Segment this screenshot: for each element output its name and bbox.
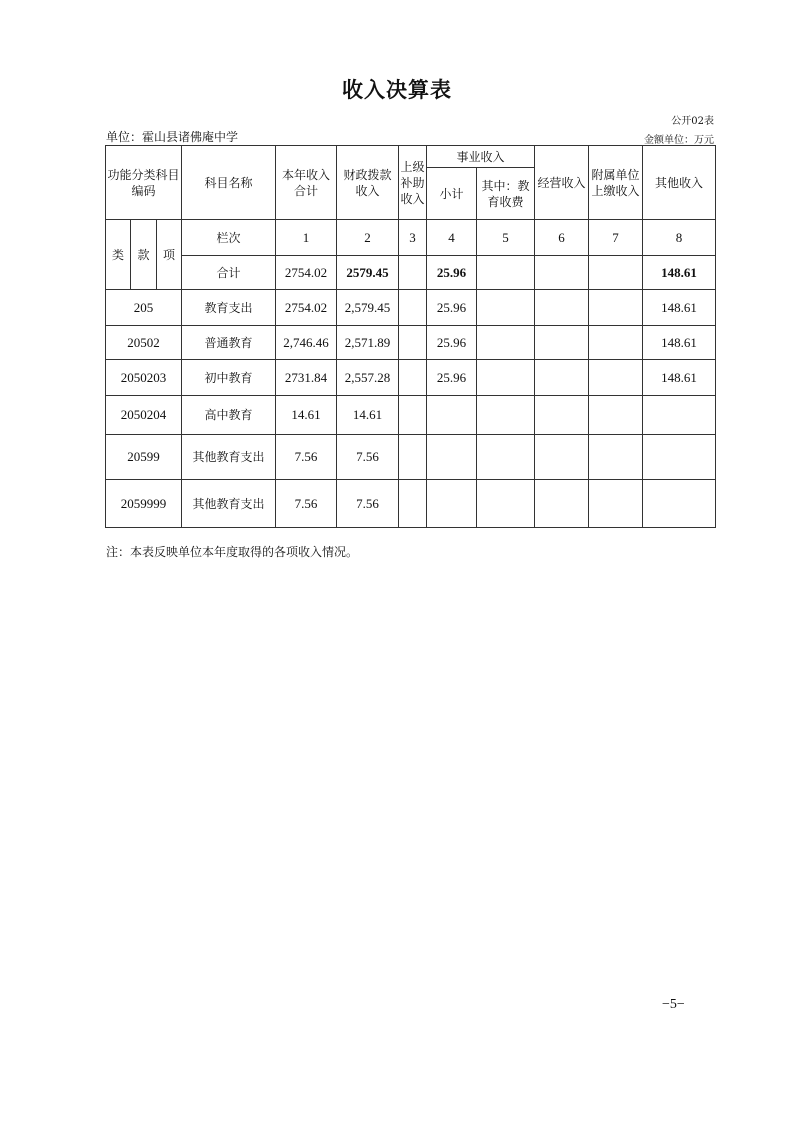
row-tuition [477,326,535,360]
row-code: 205 [106,290,182,326]
row-name: 其他教育支出 [182,480,276,528]
row-name: 高中教育 [182,396,276,435]
col-index: 1 [276,220,337,256]
row-fiscal: 14.61 [337,396,399,435]
unit-label: 单位：霍山县诸佛庵中学 [106,130,239,144]
row-other: 148.61 [643,290,716,326]
row-name: 其他教育支出 [182,435,276,480]
row-affiliated [589,290,643,326]
total-other: 148.61 [643,256,716,290]
row-tuition [477,396,535,435]
col-index: 5 [477,220,535,256]
total-fiscal: 2579.45 [337,256,399,290]
row-operating [535,435,589,480]
row-code: 20599 [106,435,182,480]
row-affiliated [589,435,643,480]
row-subtotal: 25.96 [427,326,477,360]
row-operating [535,396,589,435]
row-tuition [477,360,535,396]
header-lei: 类 [106,220,131,290]
table-row [106,396,716,435]
total-income: 2754.02 [276,256,337,290]
header-column-no: 栏次 [182,220,276,256]
header-total: 本年收入合计 [276,146,337,220]
row-total: 14.61 [276,396,337,435]
header-kuan: 款 [131,220,157,290]
header-tuition: 其中：教育收费 [477,168,535,220]
total-subtotal: 25.96 [427,256,477,290]
table-row [106,326,716,360]
row-total: 2731.84 [276,360,337,396]
row-code: 20502 [106,326,182,360]
row-code: 2050204 [106,396,182,435]
row-subtotal: 25.96 [427,360,477,396]
amount-unit-label: 金额单位：万元 [644,135,714,146]
row-operating [535,290,589,326]
header-business: 事业收入 [427,146,535,168]
header-xiang: 项 [157,220,182,290]
row-operating [535,326,589,360]
row-other [643,396,716,435]
table-row [106,435,716,480]
table-row [106,290,716,326]
col-index: 3 [399,220,427,256]
row-code: 2050203 [106,360,182,396]
row-tuition [477,480,535,528]
row-other [643,480,716,528]
total-row [106,256,716,290]
col-index: 4 [427,220,477,256]
header-affiliated: 附属单位上缴收入 [589,146,643,220]
header-superior: 上级补助收入 [399,146,427,220]
total-operating [535,256,589,290]
row-other: 148.61 [643,326,716,360]
row-superior [399,290,427,326]
row-superior [399,435,427,480]
row-code: 2059999 [106,480,182,528]
page-number: −5− [662,997,685,1012]
total-tuition [477,256,535,290]
row-affiliated [589,480,643,528]
row-affiliated [589,360,643,396]
row-subtotal: 25.96 [427,290,477,326]
row-fiscal: 7.56 [337,435,399,480]
row-operating [535,480,589,528]
total-superior [399,256,427,290]
row-superior [399,360,427,396]
col-index: 2 [337,220,399,256]
row-total: 2754.02 [276,290,337,326]
header-fiscal: 财政拨款收入 [337,146,399,220]
row-total: 7.56 [276,480,337,528]
col-index: 8 [643,220,716,256]
header-subtotal: 小计 [427,168,477,220]
row-fiscal: 7.56 [337,480,399,528]
col-index: 6 [535,220,589,256]
row-total: 7.56 [276,435,337,480]
footnote: 注：本表反映单位本年度取得的各项收入情况。 [106,545,359,559]
header-code: 功能分类科目编码 [106,146,182,220]
row-affiliated [589,326,643,360]
col-index: 7 [589,220,643,256]
row-superior [399,396,427,435]
total-affiliated [589,256,643,290]
row-fiscal: 2,579.45 [337,290,399,326]
row-name: 初中教育 [182,360,276,396]
row-total: 2,746.46 [276,326,337,360]
page-title: 收入决算表 [342,78,452,102]
header-operating: 经营收入 [535,146,589,220]
row-subtotal [427,435,477,480]
row-superior [399,480,427,528]
income-table [105,145,716,528]
row-operating [535,360,589,396]
row-name: 普通教育 [182,326,276,360]
table-row [106,480,716,528]
form-number: 公开02表 [671,116,714,127]
row-tuition [477,290,535,326]
header-name: 科目名称 [182,146,276,220]
header-other: 其他收入 [643,146,716,220]
row-fiscal: 2,557.28 [337,360,399,396]
table-row [106,360,716,396]
row-subtotal [427,396,477,435]
row-superior [399,326,427,360]
row-name: 教育支出 [182,290,276,326]
total-label: 合计 [182,256,276,290]
row-subtotal [427,480,477,528]
row-other [643,435,716,480]
row-affiliated [589,396,643,435]
row-other: 148.61 [643,360,716,396]
row-fiscal: 2,571.89 [337,326,399,360]
row-tuition [477,435,535,480]
